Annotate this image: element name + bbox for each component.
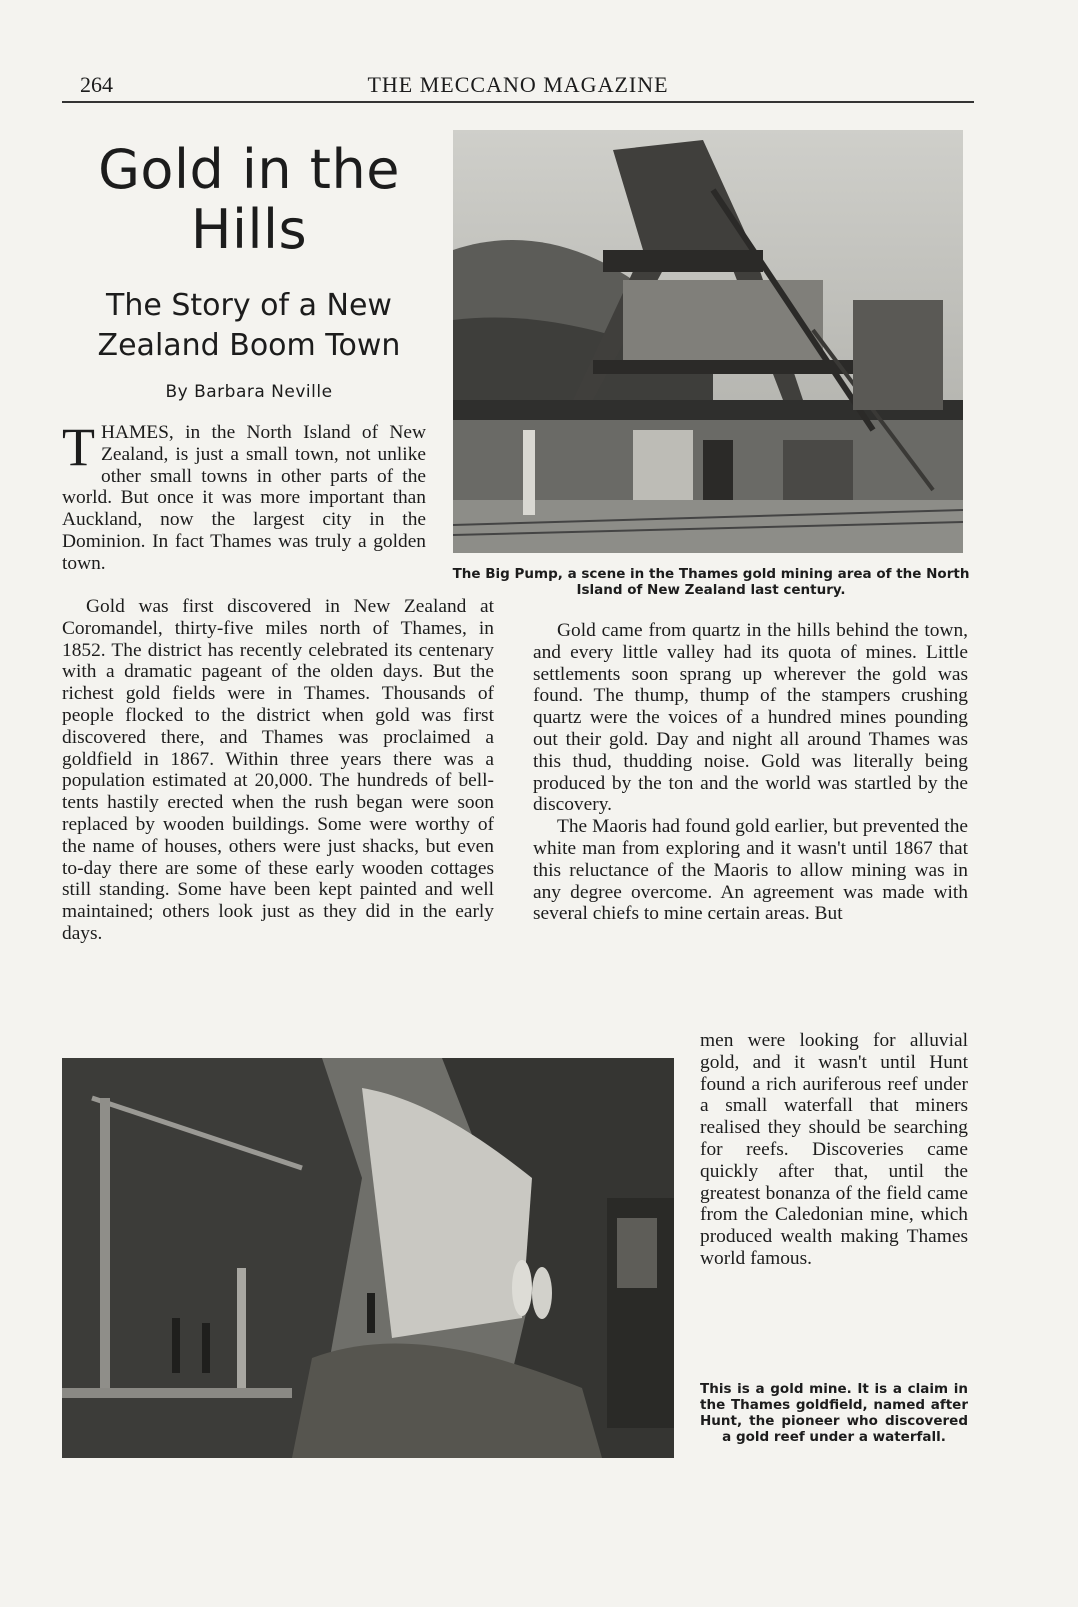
gold-mine-photo [62, 1058, 674, 1458]
page-number: 264 [80, 72, 113, 97]
left-paragraph: Gold was first discovered in New Zealand at Coromandel, thirty-five miles north of Thames, in 1852. The district has recently celebrated its centenary with a dramatic pageant of the olden days. But the richest gold fields were in Thames. Thousands of people flocked to the district when gold was first discovered there, and Thames was proclaimed a goldfield in 1867. Within three years there was a population estimated at 20,000. The hundreds of bell-tents hastily erected when the rush began were soon replaced by wooden buildings. Some were worthy of the name of houses, others were just shacks, but even to-day there are some of these early wooden cottages still standing. Some have been kept painted and well maintained; others look just as they did in the early days. [62, 596, 494, 944]
left-column [62, 596, 494, 945]
right-paragraph-3: men were looking for alluvial gold, and it wasn't until Hunt found a rich auriferous reef under a small waterfall that miners realised they should be searching for reefs. Discoveries came quickly after that, until the greatest bonanza of the field came from the Caledonian mine, which produced wealth making Thames world famous. [700, 1030, 968, 1269]
intro-column [62, 417, 426, 575]
right-column [533, 620, 968, 925]
intro-text: HAMES, in the North Island of New Zealand, is just a small town, not unlike other small towns in other parts of the world. But once it was more important than Auckland, now the largest city in the Dominion. In fact Thames was truly a golden town. [62, 422, 426, 574]
big-pump-caption: The Big Pump, a scene in the Thames gold mining area of the North Island of New Zealand last century. [452, 566, 970, 598]
gold-mine-illustration [62, 1058, 674, 1458]
title-block [64, 140, 434, 402]
running-head [62, 70, 974, 100]
article-title: Gold in the Hills [98, 138, 400, 261]
big-pump-illustration [453, 130, 963, 553]
article-subtitle: The Story of a New Zealand Boom Town [97, 288, 401, 363]
header-rule [62, 101, 974, 103]
gold-mine-caption: This is a gold mine. It is a claim in the Thames goldfield, named after Hunt, the pioneer who discovered a gold reef under a waterfall. [700, 1381, 968, 1445]
dropcap: T [62, 417, 95, 477]
magazine-title: THE MECCANO MAGAZINE [367, 72, 669, 97]
big-pump-photo [453, 130, 963, 553]
intro-paragraph [62, 417, 426, 575]
right-narrow-column [700, 1030, 968, 1270]
right-paragraph-1: Gold came from quartz in the hills behind the town, and every little valley had its quota of mines. Little settlements soon sprang up wherever the gold was found. The thump, thump of the stampers crushing quartz were the voices of a hundred mines pounding out their gold. Day and night all around Thames was this thud, thudding noise. Gold was literally being produced by the ton and the world was startled by the discovery. [533, 620, 968, 816]
byline: By Barbara Neville [165, 382, 333, 402]
right-paragraph-2: The Maoris had found gold earlier, but prevented the white man from exploring and it wasn't until 1867 that this reluctance of the Maoris to allow mining was in any degree overcome. An agreement was made with several chiefs to mine certain areas. But [533, 816, 968, 925]
